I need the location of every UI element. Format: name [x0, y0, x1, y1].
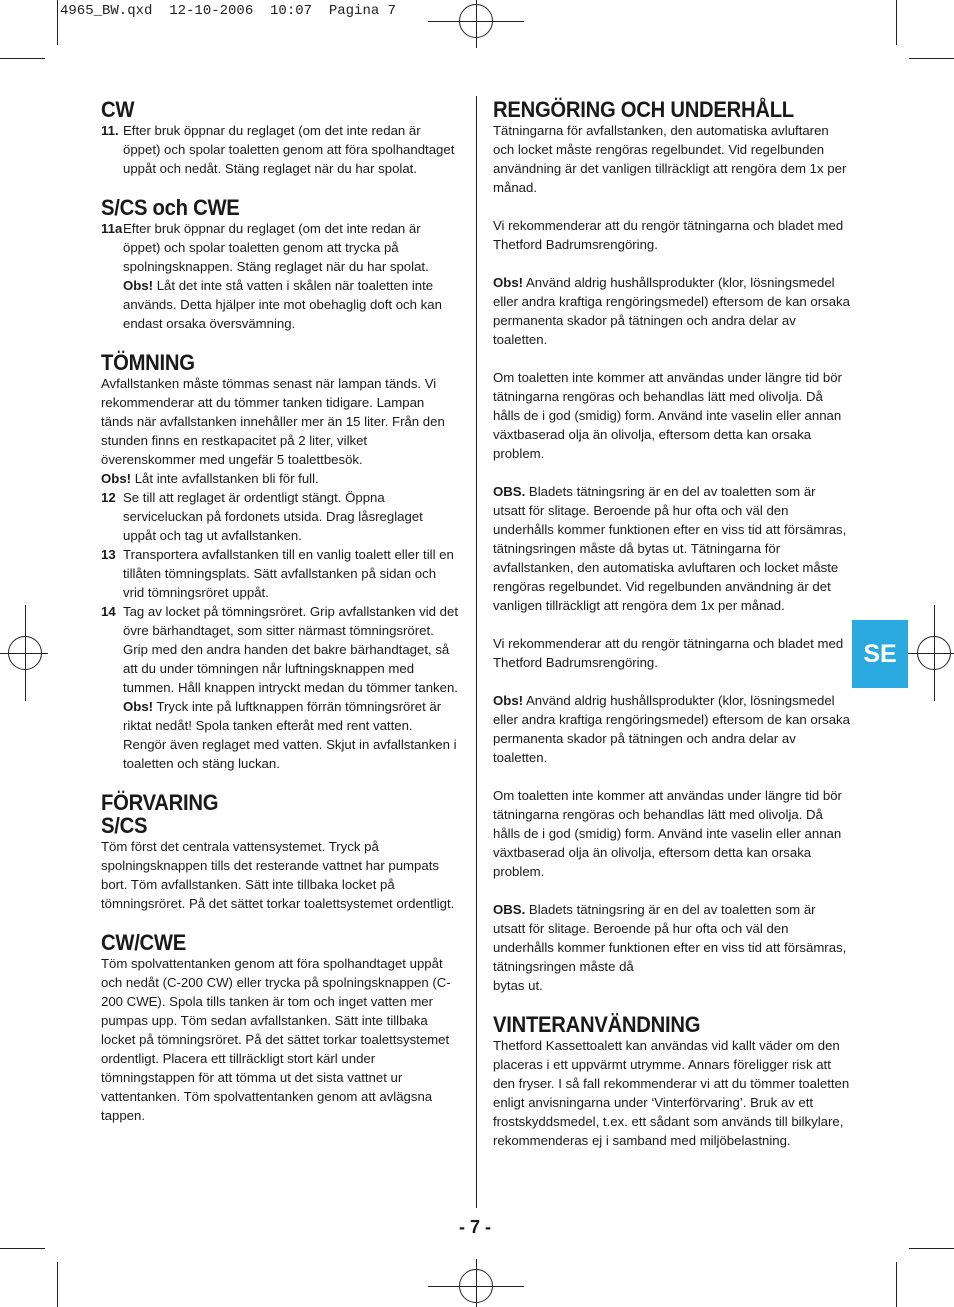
crop-mark: [57, 1262, 58, 1307]
heading-vinteranvandning: VINTERANVÄNDNING: [493, 1012, 701, 1037]
page-number: - 7 -: [459, 1217, 492, 1237]
registration-crosshair: [476, 1259, 477, 1307]
crop-mark: [0, 1248, 45, 1249]
forvaring-text: Töm först det centrala vattensystemet. Tryck på spolningsknappen tills det resterande vattnet har pumpats bort. Töm avfallstanken. Sätt inte tillbaka locket på tömningsröret. På det sättet torkar toalettsystemet ordentligt.: [101, 839, 455, 911]
step-number: 11.: [101, 123, 119, 138]
obs-note: [101, 276, 459, 333]
registration-crosshair: [906, 653, 954, 654]
obs-tail: bytas ut.: [493, 978, 543, 993]
step-text: Se till att reglaget är ordentligt stängt. Öppna serviceluckan på fordonets utsida. Drag låsreglaget uppåt och tag ut avfallstanken.: [123, 490, 423, 543]
step-11a: [101, 219, 459, 276]
heading-cw-cwe: CW/CWE: [101, 930, 186, 955]
crop-mark: [896, 1262, 897, 1307]
step-number: 14: [101, 604, 116, 619]
step-text: Efter bruk öppnar du reglaget (om det inte redan är öppet) och spolar toaletten genom att trycka på spolningsknappen. Stäng reglaget när du har spolat.: [123, 221, 429, 274]
obs-text: Tryck inte på luftknappen förrän tömningsröret är riktat nedåt! Spola tanken efteråt med rent vatten. Rengör även reglaget med vatten. Skjut in avfallstanken i toaletten och stäng luckan.: [123, 699, 457, 771]
paragraph: Vi rekommenderar att du rengör tätningarna och bladet med Thetford Badrumsrengöring.: [493, 218, 844, 252]
tomning-intro: Avfallstanken måste tömmas senast när lampan tänds. Vi rekommenderar att du tömmer tanken tidigare. Lampan tänds när avfallstanken innehåller mer än 15 liter. Från den stunden finns en restkapacitet på 2 liter, vilket överenskommer med ungefär 5 toalettbesök.: [101, 376, 445, 467]
obs-note: [493, 691, 851, 767]
paragraph: Vi rekommenderar att du rengör tätningarna och bladet med Thetford Badrumsrengöring.: [493, 636, 844, 670]
step-text: Efter bruk öppnar du reglaget (om det inte redan är öppet) och spolar toaletten genom att föra spolhandtaget uppåt och nedåt. Stäng reglaget när du har spolat.: [123, 123, 455, 176]
obs-label: Obs!: [101, 471, 132, 486]
step-13: [101, 545, 459, 602]
crop-mark: [896, 0, 897, 45]
step-11: [101, 121, 459, 178]
obs-label: OBS.: [493, 902, 526, 917]
obs-note: [101, 469, 459, 488]
obs-label: Obs!: [493, 693, 524, 708]
print-slug: 4965_BW.qxd 12-10-2006 10:07 Pagina 7: [60, 3, 397, 19]
obs-text: Bladets tätningsring är en del av toaletten som är utsatt för slitage. Beroende på hur ofta och väl den underhålls kommer funktionen efter en viss tid att försämras, tätningsringen måste då: [493, 902, 847, 974]
paragraph: Om toaletten inte kommer att användas under längre tid bör tätningarna rengöras och behandlas lätt med olivolja. Då hålls de i god (smidig) form. Använd inte vaselin eller annan växtbaserad olja än olivolja, eftersom detta kan orsaka problem.: [493, 370, 842, 461]
obs-text: Låt det inte stå vatten i skålen när toaletten inte används. Detta hjälper inte mot obehaglig doft och kan endast orsaka översvämning.: [123, 278, 442, 331]
crop-mark: [0, 58, 45, 59]
step-text: Tag av locket på tömningsröret. Grip avfallstanken vid det övre bärhandtaget, som sitter närmast tömningsröret. Grip med den andra handen det bakre bärhandtaget, så att du under tömningen når luftningsknappen med tummen. Håll knappen intryckt medan du tömmer tanken.: [123, 604, 458, 695]
obs-note: [493, 482, 851, 615]
obs-note: [493, 900, 851, 976]
step-12: [101, 488, 459, 545]
registration-crosshair: [428, 1286, 524, 1287]
crop-mark: [909, 1248, 954, 1249]
step-number: 13: [101, 547, 116, 562]
obs-text: Använd aldrig hushållsprodukter (klor, lösningsmedel eller andra kraftiga rengöringsmedel) eftersom de kan orsaka permanenta skador på tätningen och andra delar av toaletten.: [493, 693, 850, 765]
vinter-text: Thetford Kassettoalett kan användas vid kallt väder om den placeras i ett uppvärmt utrymme. Annars föreligger risk att den fryser. I så fall rekommenderar vi att du tömmer toaletten enligt anvisningarna under ‘Vinterförvaring’. Bruk av ett frostskyddsmedel, t.ex. ett sådant som används till bilkylare, rekommenderas ej i samband med miljöbelastning.: [493, 1038, 850, 1148]
obs-text: Bladets tätningsring är en del av toaletten som är utsatt för slitage. Beroende på hur ofta och väl den underhålls kommer funktionen efter en viss tid att försämras, tätningsringen måste då bytas ut. Tätningarna för avfallstanken, den automatiska avluftaren och locket måste rengöras regelbundet. Vid regelbunden användning är det vanligen tillräckligt att rengöra dem 1x per månad.: [493, 484, 847, 613]
step-text: Transportera avfallstanken till en vanlig toalett eller till en tillåten tömningsplats. Sätt avfallstanken på sidan och vrid tömningsröret uppåt.: [123, 547, 454, 600]
language-tab-se: SE: [852, 620, 908, 688]
heading-scs-cwe: S/CS och CWE: [101, 195, 240, 220]
column-divider: [476, 96, 477, 1208]
obs-note: [101, 697, 459, 773]
cw-cwe-text: Töm spolvattentanken genom att föra spolhandtaget uppåt och nedåt (C-200 CW) eller trycka på spolningsknappen (C-200 CWE). Spola tills tanken är tom och inget vatten mer pumpas upp. Töm sedan avfallstanken. Sätt inte tillbaka locket på tömningsröret. På det sättet torkar toalettsystemet ordentligt. Placera ett tillräckligt stort kärl under tömningstappen för att tömma ut det sista vattnet ur vattentanken. Töm spolvattentanken genom att avlägsna tappen.: [101, 956, 451, 1123]
registration-crosshair: [0, 653, 48, 654]
obs-text: Låt inte avfallstanken bli för full.: [131, 471, 319, 486]
heading-cw: CW: [101, 97, 135, 122]
subheading-scs: S/CS: [101, 813, 148, 838]
step-number: 11a: [101, 221, 123, 236]
registration-crosshair: [428, 21, 524, 22]
paragraph: Om toaletten inte kommer att användas under längre tid bör tätningarna rengöras och behandlas lätt med olivolja. Då hålls de i god (smidig) form. Använd inte vaselin eller annan växtbaserad olja än olivolja, eftersom detta kan orsaka problem.: [493, 788, 842, 879]
step-14: [101, 602, 459, 697]
obs-label: OBS.: [493, 484, 526, 499]
right-column: [493, 98, 851, 1150]
registration-crosshair: [476, 0, 477, 48]
obs-label: Obs!: [123, 278, 154, 293]
crop-mark: [57, 0, 58, 45]
obs-label: Obs!: [493, 275, 524, 290]
obs-note: [493, 273, 851, 349]
heading-rengoring: RENGÖRING OCH UNDERHÅLL: [493, 97, 794, 122]
obs-text: Använd aldrig hushållsprodukter (klor, lösningsmedel eller andra kraftiga rengöringsmedel) eftersom de kan orsaka permanenta skador på tätningen och andra delar av toaletten.: [493, 275, 850, 347]
obs-label: Obs!: [123, 699, 154, 714]
left-column: [101, 98, 459, 1125]
paragraph: Tätningarna för avfallstanken, den automatiska avluftaren och locket måste rengöras regelbundet. Vid regelbunden användning är det vanligen tillräckligt att rengöra dem 1x per månad.: [493, 123, 847, 195]
heading-forvaring: FÖRVARING: [101, 790, 219, 815]
crop-mark: [909, 58, 954, 59]
heading-tomning: TÖMNING: [101, 350, 195, 375]
step-number: 12: [101, 490, 116, 505]
